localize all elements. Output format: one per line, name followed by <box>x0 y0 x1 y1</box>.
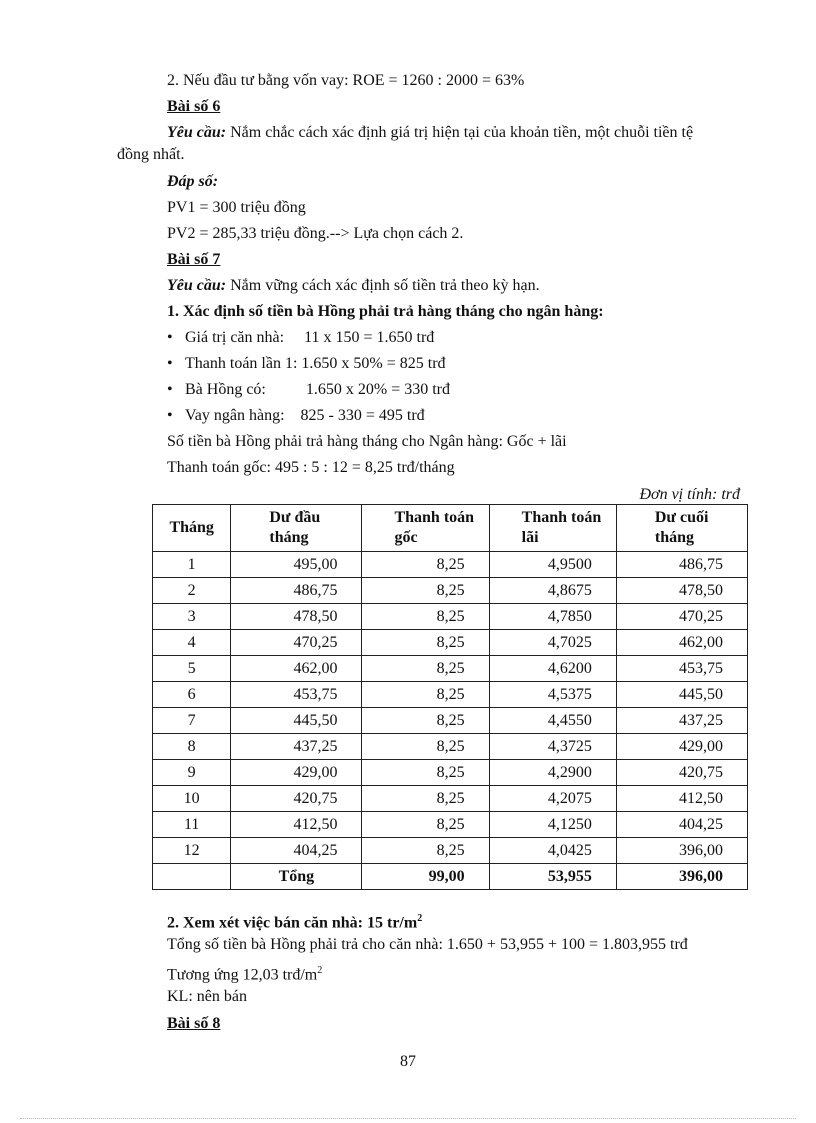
bullet-text: Vay ngân hàng: 825 - 330 = 495 trđ <box>185 407 425 424</box>
bai7-req-text: Nắm vững cách xác định số tiền trả theo kỳ hạn. <box>226 277 540 294</box>
bullet-text: Bà Hồng có: 1.650 x 20% = 330 trđ <box>185 381 450 398</box>
bullet-dot-icon: • <box>167 381 173 398</box>
table-header-row <box>153 505 748 552</box>
table-cell: 412,50 <box>231 812 362 838</box>
table-cell: 470,25 <box>616 604 747 630</box>
table-cell: 4,2075 <box>489 786 616 812</box>
table-cell: 11 <box>153 812 231 838</box>
table-cell: 4,4550 <box>489 708 616 734</box>
table-cell: 445,50 <box>616 682 747 708</box>
total-cell: 99,00 <box>362 864 489 890</box>
section2-title: 2. Xem xét việc bán căn nhà: 15 $tr/m^2$ <box>167 913 423 932</box>
bai8-heading: Bài số 8 <box>167 1015 221 1032</box>
roe-line: 2. Nếu đầu tư bằng vốn vay: ROE = 1260 : 2000 = 63% <box>167 72 525 89</box>
table-cell: 495,00 <box>231 552 362 578</box>
table-cell: 6 <box>153 682 231 708</box>
table-cell: 429,00 <box>616 734 747 760</box>
table-cell: 462,00 <box>231 656 362 682</box>
table-cell: 4,7025 <box>489 630 616 656</box>
table-cell: 404,25 <box>231 838 362 864</box>
table-cell: 4,9500 <box>489 552 616 578</box>
bai6-req-label: Yêu cầu: <box>167 124 227 141</box>
table-cell: 8,25 <box>362 708 489 734</box>
table-row <box>153 552 748 578</box>
table-cell: 4 <box>153 630 231 656</box>
total-cell: Tổng <box>231 864 362 890</box>
table-cell: 8 <box>153 734 231 760</box>
table-cell: 8,25 <box>362 812 489 838</box>
table-cell: 486,75 <box>616 552 747 578</box>
total-cell: 396,00 <box>616 864 747 890</box>
table-row <box>153 682 748 708</box>
bullet-item <box>167 380 450 400</box>
principal-payment-line: Thanh toán gốc: 495 : 5 : 12 = 8,25 trđ/tháng <box>167 459 455 476</box>
table-total-row <box>153 864 748 890</box>
monthly-payment-line: Số tiền bà Hồng phải trả hàng tháng cho Ngân hàng: Gốc + lãi <box>167 433 567 450</box>
table-cell: 8,25 <box>362 786 489 812</box>
bottom-divider <box>20 1118 796 1119</box>
table-cell: 8,25 <box>362 838 489 864</box>
bai6-requirement <box>167 123 693 143</box>
table-cell: 429,00 <box>231 760 362 786</box>
table-cell: 420,75 <box>231 786 362 812</box>
bai7-req-label: Yêu cầu: <box>167 277 227 294</box>
header-cell: Thanh toán lãi <box>489 505 616 552</box>
table-cell: 396,00 <box>616 838 747 864</box>
table-cell: 4,2900 <box>489 760 616 786</box>
table-cell: 4,5375 <box>489 682 616 708</box>
bullet-item <box>167 354 446 374</box>
unit-label: Đơn vị tính: trđ <box>639 486 740 503</box>
table-row <box>153 812 748 838</box>
table-cell: 8,25 <box>362 578 489 604</box>
table-cell: 486,75 <box>231 578 362 604</box>
table-row <box>153 786 748 812</box>
table-row <box>153 838 748 864</box>
table-row <box>153 656 748 682</box>
table-cell: 8,25 <box>362 552 489 578</box>
bai6-req-continuation: đồng nhất. <box>117 146 185 163</box>
bullet-text: Thanh toán lần 1: 1.650 x 50% = 825 trđ <box>185 355 446 372</box>
page-number: 87 <box>400 1053 416 1070</box>
table-cell: 3 <box>153 604 231 630</box>
pv2-line: PV2 = 285,33 triệu đồng.--> Lựa chọn cách 2. <box>167 225 464 242</box>
table-cell: 4,6200 <box>489 656 616 682</box>
table-cell: 8,25 <box>362 630 489 656</box>
table-cell: 437,25 <box>616 708 747 734</box>
table-cell: 1 <box>153 552 231 578</box>
table-cell: 8,25 <box>362 656 489 682</box>
bai6-req-text: Nắm chắc cách xác định giá trị hiện tại của khoản tiền, một chuỗi tiền tệ <box>226 124 694 141</box>
bullet-text: Giá trị căn nhà: 11 x 150 = 1.650 trđ <box>185 329 435 346</box>
table-cell: 453,75 <box>231 682 362 708</box>
table-cell: 404,25 <box>616 812 747 838</box>
table-cell: 4,3725 <box>489 734 616 760</box>
bullet-dot-icon: • <box>167 407 173 424</box>
header-cell: Thanh toán gốc <box>362 505 489 552</box>
total-cell <box>153 864 231 890</box>
table-cell: 12 <box>153 838 231 864</box>
table-cell: 4,7850 <box>489 604 616 630</box>
conclusion-line: KL: nên bán <box>167 988 247 1005</box>
bai7-section1-title: 1. Xác định số tiền bà Hồng phải trả hàng tháng cho ngân hàng: <box>167 303 604 320</box>
table-cell: 453,75 <box>616 656 747 682</box>
table-cell: 9 <box>153 760 231 786</box>
table-cell: 462,00 <box>616 630 747 656</box>
table-row <box>153 760 748 786</box>
table-cell: 4,1250 <box>489 812 616 838</box>
bullet-item <box>167 406 425 426</box>
table-cell: 8,25 <box>362 734 489 760</box>
bullet-item <box>167 328 434 348</box>
table-row <box>153 708 748 734</box>
table-cell: 10 <box>153 786 231 812</box>
header-cell: Dư cuối tháng <box>616 505 747 552</box>
table-cell: 420,75 <box>616 760 747 786</box>
total-cost-line: Tổng số tiền bà Hồng phải trả cho căn nhà: 1.650 + 53,955 + 100 = 1.803,955 trđ <box>167 936 688 953</box>
equivalent-line: Tương ứng 12,03 trđ/$m^2$ <box>167 965 323 984</box>
table-row <box>153 630 748 656</box>
table-row <box>153 734 748 760</box>
bai6-answer-label: Đáp số: <box>167 173 219 190</box>
table-cell: 4,8675 <box>489 578 616 604</box>
table-cell: 470,25 <box>231 630 362 656</box>
table-cell: 478,50 <box>616 578 747 604</box>
repayment-table <box>152 504 748 890</box>
bullet-dot-icon: • <box>167 355 173 372</box>
bai6-heading: Bài số 6 <box>167 98 221 115</box>
table-row <box>153 578 748 604</box>
table-cell: 7 <box>153 708 231 734</box>
bai7-requirement <box>167 276 540 296</box>
table-cell: 4,0425 <box>489 838 616 864</box>
table-row <box>153 604 748 630</box>
table-cell: 5 <box>153 656 231 682</box>
header-cell: Tháng <box>153 505 231 552</box>
header-cell: Dư đầu tháng <box>231 505 362 552</box>
pv1-line: PV1 = 300 triệu đồng <box>167 199 306 216</box>
total-cell: 53,955 <box>489 864 616 890</box>
table-cell: 8,25 <box>362 604 489 630</box>
table-cell: 445,50 <box>231 708 362 734</box>
table-cell: 2 <box>153 578 231 604</box>
table-cell: 412,50 <box>616 786 747 812</box>
bullet-dot-icon: • <box>167 329 173 346</box>
table-cell: 8,25 <box>362 682 489 708</box>
table-cell: 8,25 <box>362 760 489 786</box>
bai7-heading: Bài số 7 <box>167 251 221 268</box>
table-cell: 478,50 <box>231 604 362 630</box>
table-cell: 437,25 <box>231 734 362 760</box>
